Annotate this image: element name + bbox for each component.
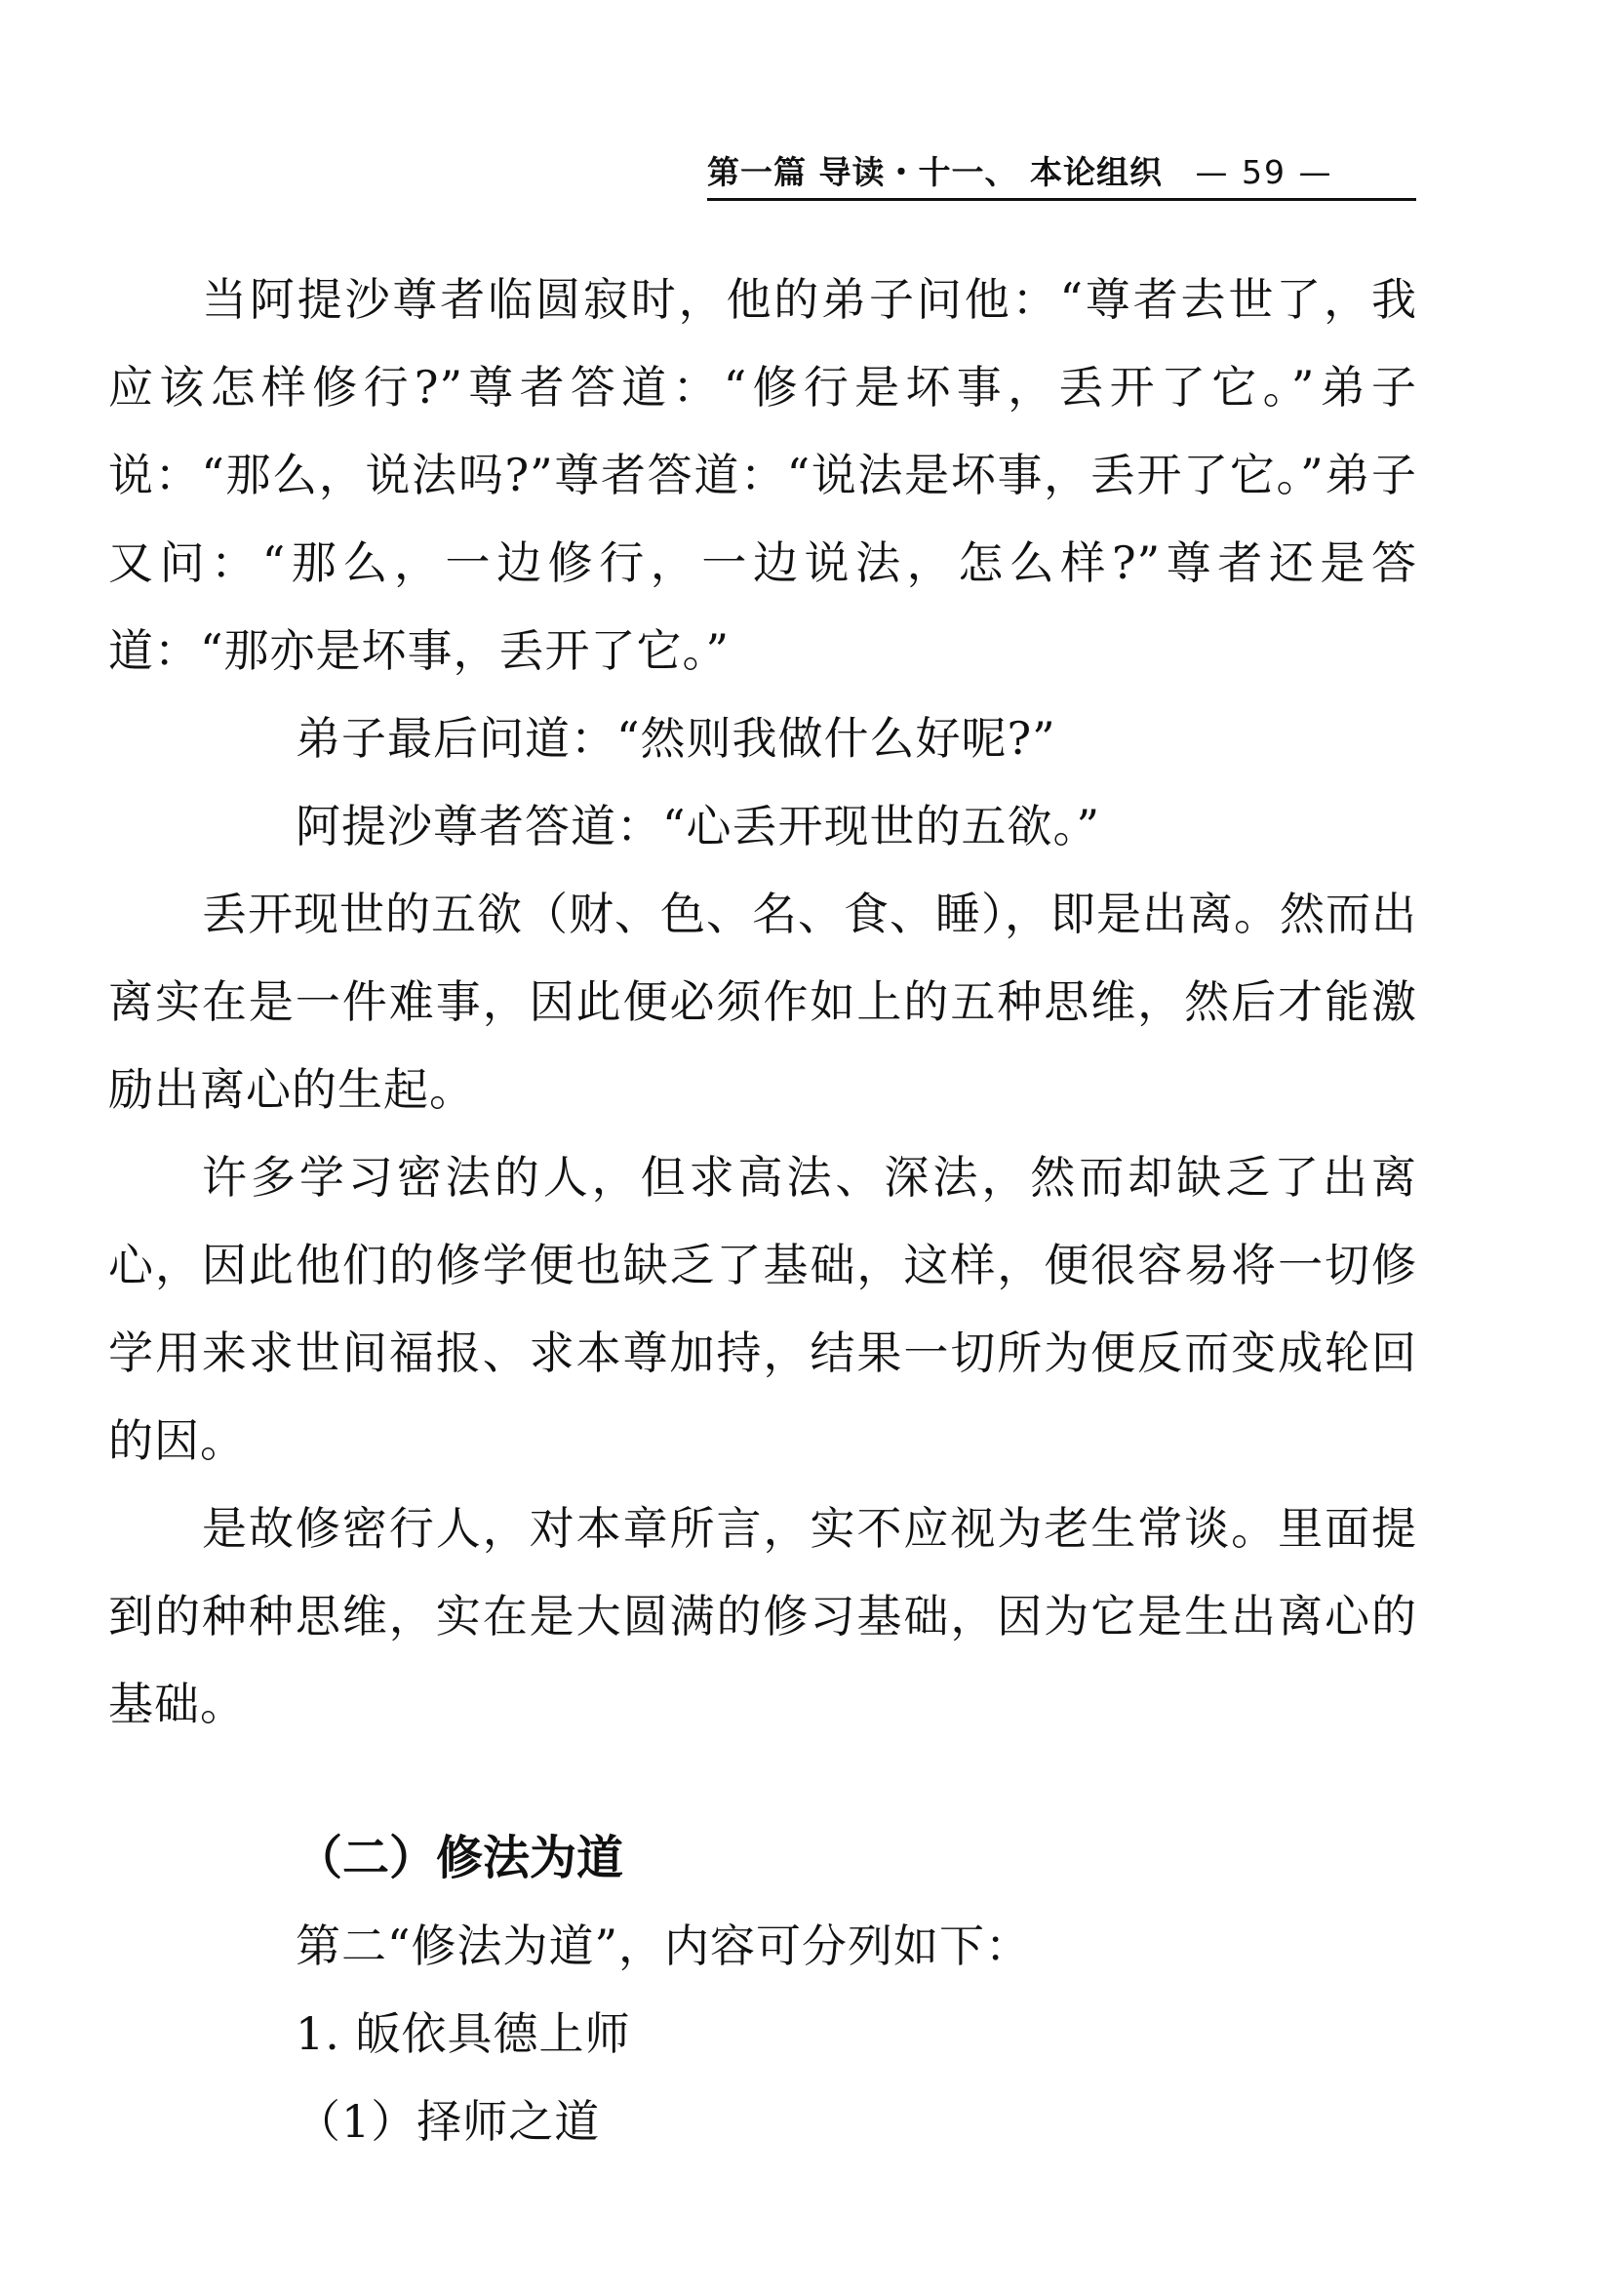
paragraph-disciple-question: 弟子最后问道：“然则我做什么好呢?”: [296, 712, 1056, 765]
page-number: — 59 —: [1195, 153, 1333, 191]
running-header: [707, 148, 1414, 197]
paragraph-renunciation: 许多学习密法的人，但求高法、深法，然而却缺乏了出离心，因此他们的修学便也缺乏了基础，这样，便很容易将一切修学用来求世间福报、求本尊加持，结果一切所为便反而变成轮回的因。: [108, 1151, 1417, 1467]
chapter-title: 第一篇 导读・十一、 本论组织: [707, 153, 1163, 191]
header-rule: [707, 198, 1416, 201]
paragraph-conclusion: 是故修密行人，对本章所言，实不应视为老生常谈。里面提到的种种思维，实在是大圆满的修习基础，因为它是生出离心的基础。: [108, 1502, 1417, 1730]
paragraph-five-desires: 丢开现世的五欲（财、色、名、食、睡），即是出离。然而出离实在是一件难事，因此便必须作如上的五种思维，然后才能激励出离心的生起。: [108, 888, 1417, 1116]
page-body: [108, 256, 1417, 2165]
paragraph-atisha-dialogue: 当阿提沙尊者临圆寂时，他的弟子问他：“尊者去世了，我应该怎样修行?”尊者答道：“修行是坏事，丢开了它。”弟子说：“那么，说法吗?”尊者答道：“说法是坏事，丢开了它。”弟子又问：“那么，一边修行，一边说法，怎么样?”尊者还是答道：“那亦是坏事，丢开了它。”: [108, 273, 1417, 677]
section-heading: （二）修法为道: [296, 1831, 624, 1885]
paragraph-atisha-answer: 阿提沙尊者答道：“心丢开现世的五欲。”: [296, 800, 1101, 852]
sub-item-1: （1）择师之道: [296, 2095, 601, 2148]
section-intro: 第二“修法为道”，内容可分列如下：: [296, 1920, 1032, 1972]
list-item-1: 1. 皈依具德上师: [296, 2007, 631, 2060]
